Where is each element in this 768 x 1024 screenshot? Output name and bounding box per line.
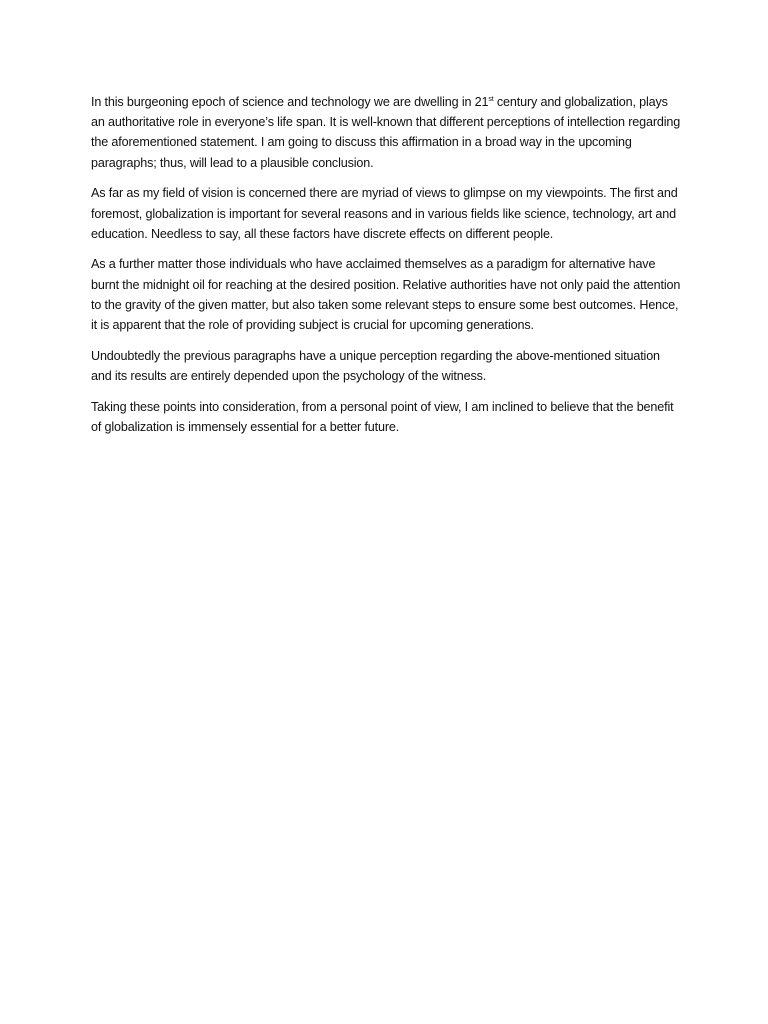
paragraph-body-1: As far as my field of vision is concerned there are myriad of views to glimpse on my viewpoints. The first and foremost, globalization is important for several reasons and in various fields like science, technology, art and education. Needless to say, all these factors have discrete effects on different people. — [91, 186, 678, 241]
paragraph-conclusion: Taking these points into consideration, from a personal point of view, I am inclined to believe that the benefit of globalization is immensely essential for a better future. — [91, 399, 674, 434]
paragraph-intro-text-continued: century and globalization, plays an authoritative role in everyone’s life span. It is well-known that different perceptions of intellection regarding the aforementioned statement. I am going to discuss this affirmation in a broad way in the upcoming paragraphs; thus, will lead to a plausible conclusion. — [91, 95, 681, 170]
paragraph-body-3: Undoubtedly the previous paragraphs have a unique perception regarding the above-mentioned situation and its results are entirely depended upon the psychology of the witness. — [91, 348, 660, 383]
paragraph-body-2: As a further matter those individuals who have acclaimed themselves as a paradigm for alternative have burnt the midnight oil for reaching at the desired position. Relative authorities have not only paid the attention to the gravity of the given matter, but also taken some relevant steps to ensure some best outcomes. Hence, it is apparent that the role of providing subject is crucial for upcoming generations. — [91, 257, 681, 333]
document-body — [91, 92, 681, 448]
ordinal-superscript: st — [488, 96, 494, 103]
paragraph-intro — [91, 92, 681, 173]
paragraph-intro-text: In this burgeoning epoch of science and technology we are dwelling in 21 — [91, 95, 489, 109]
